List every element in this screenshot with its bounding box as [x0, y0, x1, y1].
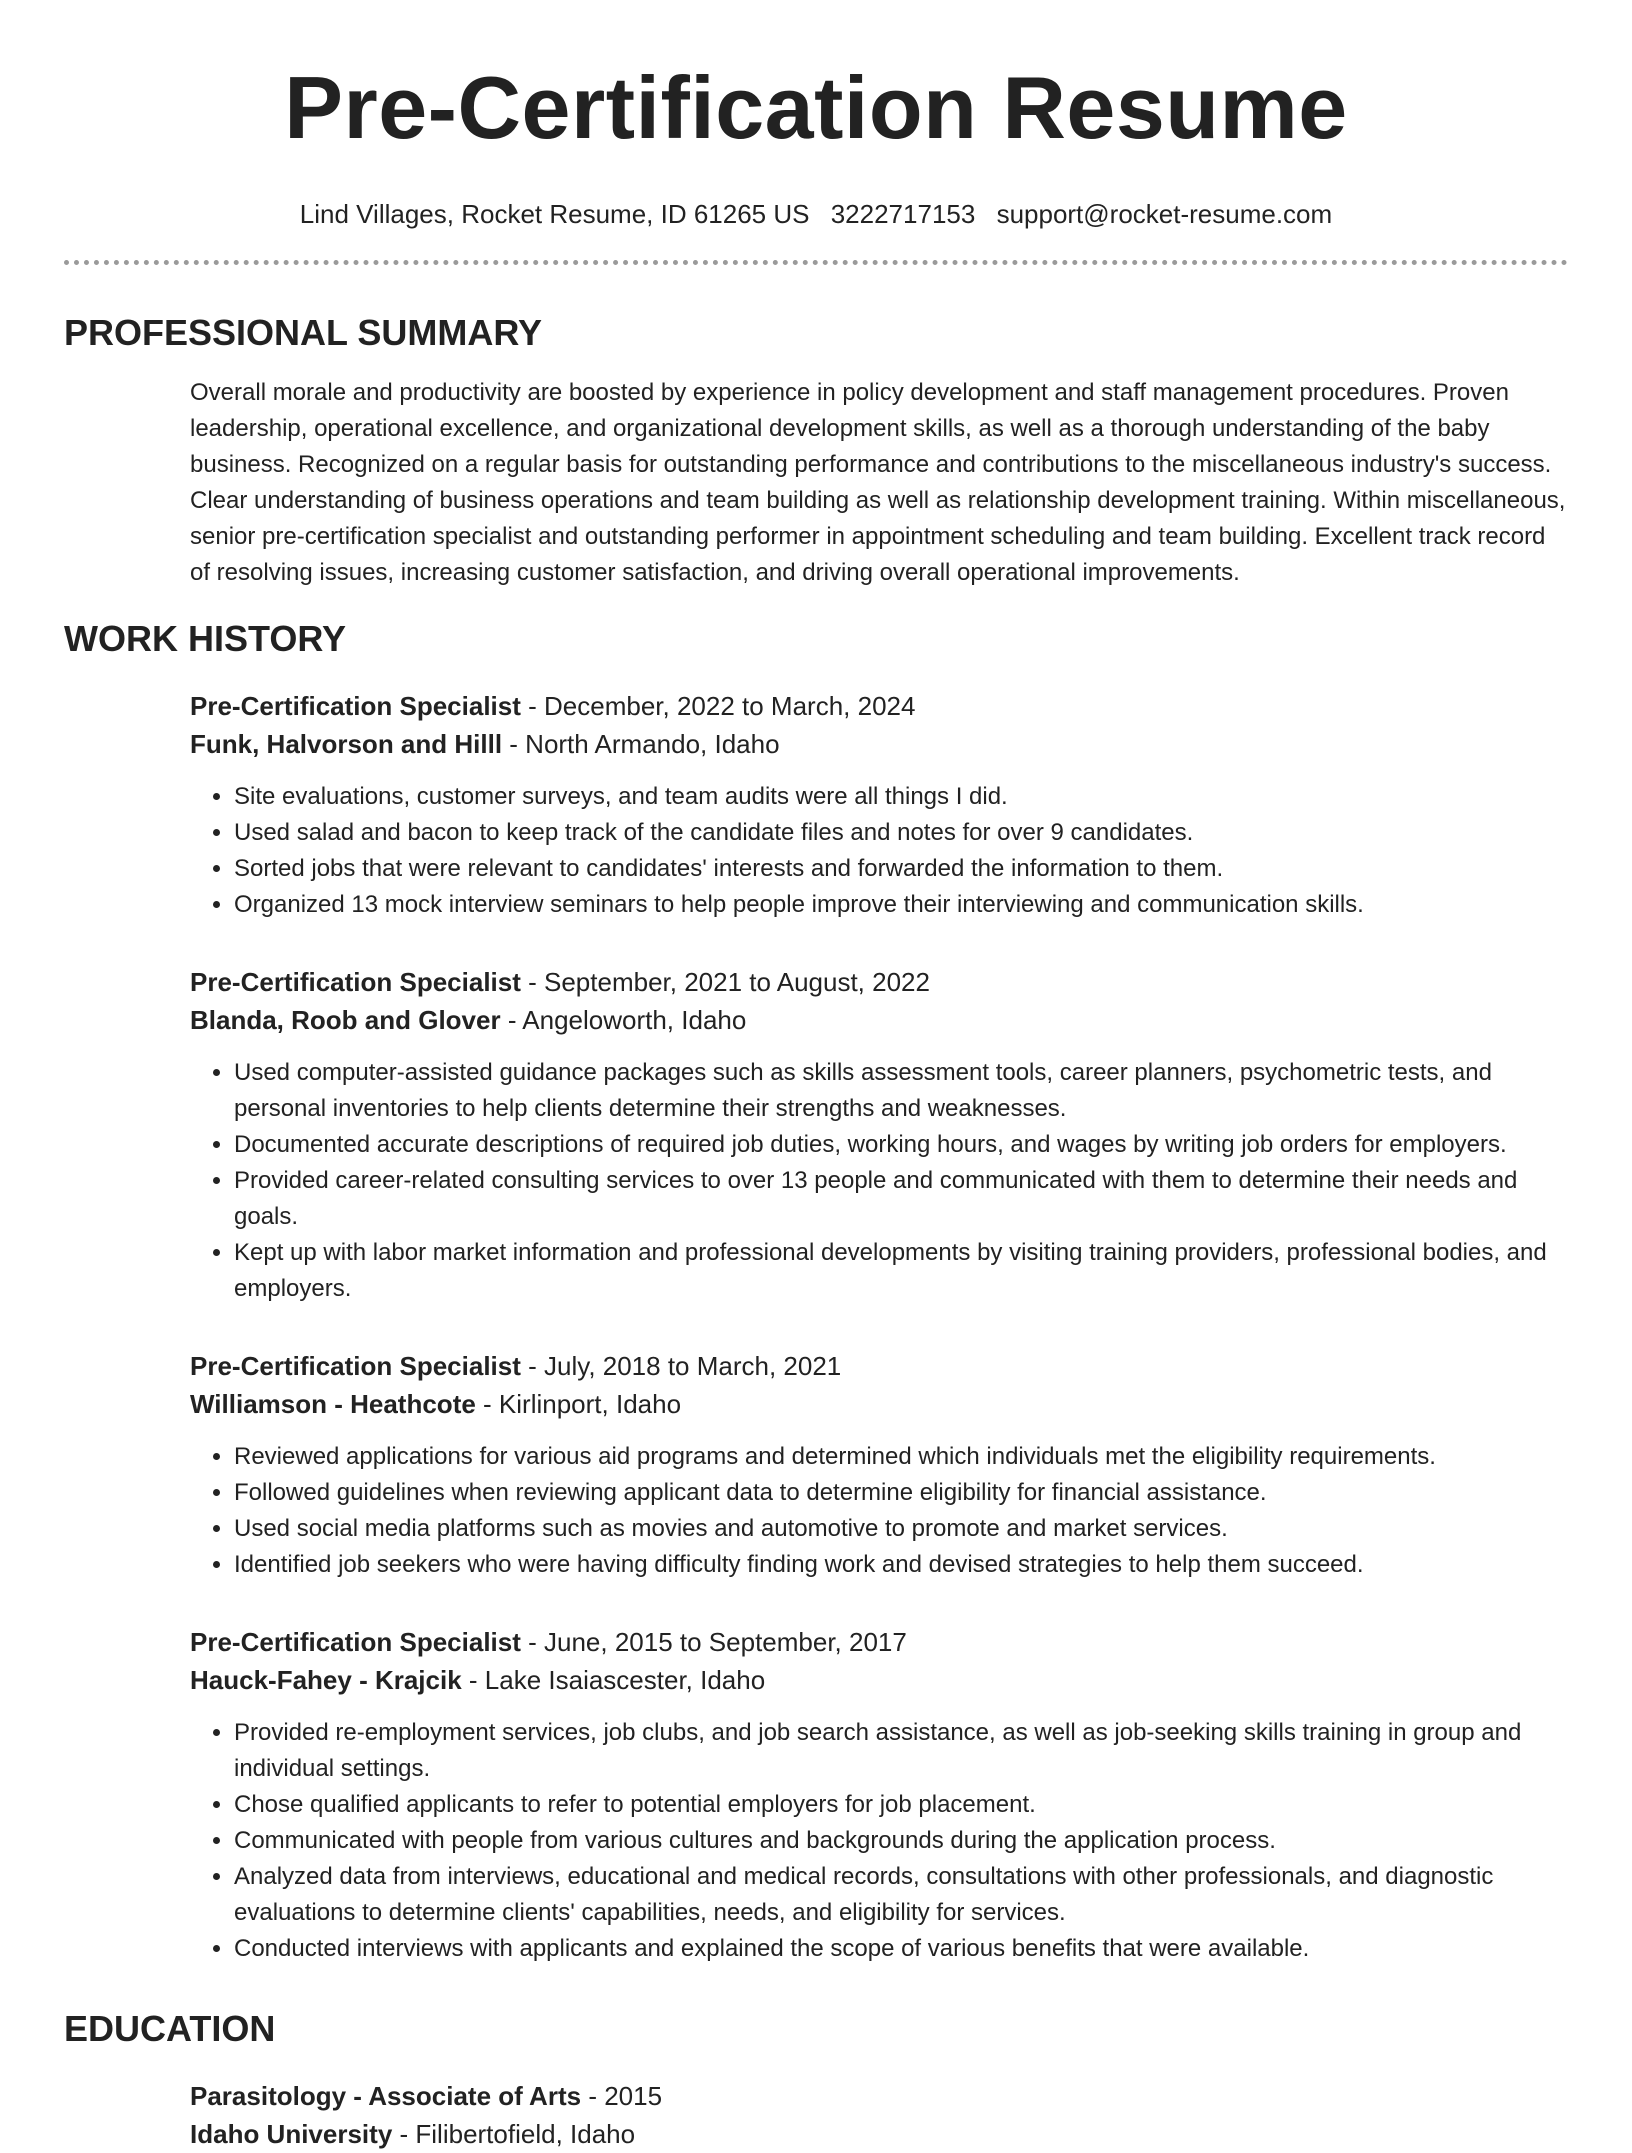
job-location: - Angeloworth, Idaho	[507, 1005, 747, 1035]
job-title-line	[190, 1623, 1568, 1661]
job-bullet: • Used salad and bacon to keep track of the candidate files and notes for over 9 candidates.	[234, 815, 1568, 851]
job-company-line	[190, 1661, 1568, 1699]
job-bullet: • Communicated with people from various cultures and backgrounds during the application process.	[234, 1823, 1568, 1859]
job-entry	[190, 963, 1568, 1307]
job-entry	[190, 687, 1568, 923]
job-title-line	[190, 1347, 1568, 1385]
job-bullet: • Used social media platforms such as movies and automotive to promote and market services.	[234, 1511, 1568, 1547]
job-company-line	[190, 1385, 1568, 1423]
job-title: Pre-Certification Specialist	[190, 1351, 521, 1381]
job-bullet: • Identified job seekers who were having difficulty finding work and devised strategies to help them succeed.	[234, 1547, 1568, 1583]
education-heading: EDUCATION	[64, 2008, 276, 2049]
education-school-line	[190, 2115, 1568, 2153]
job-bullet: • Provided career-related consulting services to over 13 people and communicated with them to determine their needs and goals.	[234, 1163, 1568, 1235]
resume-page	[64, 0, 1568, 2153]
job-dates: - July, 2018 to March, 2021	[528, 1351, 842, 1381]
job-bullet: • Documented accurate descriptions of required job duties, working hours, and wages by writing job orders for employers.	[234, 1127, 1568, 1163]
job-bullet: • Reviewed applications for various aid programs and determined which individuals met the eligibility requirements.	[234, 1439, 1568, 1475]
job-title-line	[190, 687, 1568, 725]
contact-phone: 3222717153	[830, 199, 976, 229]
education-location: - Filibertofield, Idaho	[399, 2119, 636, 2149]
job-bullets	[190, 1715, 1568, 1967]
job-entry	[190, 1347, 1568, 1583]
job-company: Hauck-Fahey - Krajcik	[190, 1665, 462, 1695]
job-location: - North Armando, Idaho	[509, 729, 780, 759]
education-degree-line	[190, 2077, 1568, 2115]
job-company-line	[190, 1001, 1568, 1039]
job-location: - Lake Isaiascester, Idaho	[468, 1665, 766, 1695]
job-company-line	[190, 725, 1568, 763]
summary-heading: PROFESSIONAL SUMMARY	[64, 312, 543, 353]
work-history-heading: WORK HISTORY	[64, 618, 347, 659]
job-bullet: • Site evaluations, customer surveys, and team audits were all things I did.	[234, 779, 1568, 815]
job-company: Williamson - Heathcote	[190, 1389, 476, 1419]
education-entry	[190, 2077, 1568, 2153]
contact-address: Lind Villages, Rocket Resume, ID 61265 US	[299, 199, 810, 229]
job-bullet: • Followed guidelines when reviewing applicant data to determine eligibility for financial assistance.	[234, 1475, 1568, 1511]
job-bullet: • Kept up with labor market information and professional developments by visiting training providers, professional bodies, and employers.	[234, 1235, 1568, 1307]
job-title: Pre-Certification Specialist	[190, 1627, 521, 1657]
job-entry	[190, 1623, 1568, 1967]
job-title: Pre-Certification Specialist	[190, 691, 521, 721]
job-title: Pre-Certification Specialist	[190, 967, 521, 997]
summary-text: Overall morale and productivity are boosted by experience in policy development and staff management procedures. Proven leadership, operational excellence, and organizational development skills, as well as a thorough understanding of the baby business. Recognized on a regular basis for outstanding performance and contributions to the miscellaneous industry's success. Clear understanding of business operations and team building as well as relationship development training. Within miscellaneous, senior pre-certification specialist and outstanding performer in appointment scheduling and team building. Excellent track record of resolving issues, increasing customer satisfaction, and driving overall operational improvements.	[190, 379, 1566, 586]
header-divider	[64, 260, 1568, 265]
job-bullet: • Sorted jobs that were relevant to candidates' interests and forwarded the information to them.	[234, 851, 1568, 887]
job-bullet: • Used computer-assisted guidance packages such as skills assessment tools, career planners, psychometric tests, and personal inventories to help clients determine their strengths and weaknesses.	[234, 1055, 1568, 1127]
job-bullet: • Provided re-employment services, job clubs, and job search assistance, as well as job-seeking skills training in group and individual settings.	[234, 1715, 1568, 1787]
job-bullet: • Chose qualified applicants to refer to potential employers for job placement.	[234, 1787, 1568, 1823]
job-company: Funk, Halvorson and Hilll	[190, 729, 503, 759]
work-history-list	[190, 687, 1568, 1967]
job-title-line	[190, 963, 1568, 1001]
education-year: - 2015	[588, 2081, 663, 2111]
job-bullet: • Analyzed data from interviews, educational and medical records, consultations with other professionals, and diagnostic evaluations to determine clients' capabilities, needs, and eligibility for services.	[234, 1859, 1568, 1931]
job-dates: - June, 2015 to September, 2017	[528, 1627, 907, 1657]
job-company: Blanda, Roob and Glover	[190, 1005, 501, 1035]
job-bullets	[190, 1439, 1568, 1583]
contact-email: support@rocket-resume.com	[996, 199, 1333, 229]
resume-title: Pre-Certification Resume	[284, 58, 1348, 157]
job-bullet: • Organized 13 mock interview seminars to help people improve their interviewing and communication skills.	[234, 887, 1568, 923]
job-location: - Kirlinport, Idaho	[483, 1389, 682, 1419]
job-dates: - December, 2022 to March, 2024	[528, 691, 916, 721]
education-school: Idaho University	[190, 2119, 393, 2149]
job-bullet: • Conducted interviews with applicants and explained the scope of various benefits that were available.	[234, 1931, 1568, 1967]
education-degree: Parasitology - Associate of Arts	[190, 2081, 582, 2111]
job-bullets	[190, 1055, 1568, 1307]
job-bullets	[190, 779, 1568, 923]
contact-line	[64, 198, 1568, 230]
job-dates: - September, 2021 to August, 2022	[528, 967, 930, 997]
